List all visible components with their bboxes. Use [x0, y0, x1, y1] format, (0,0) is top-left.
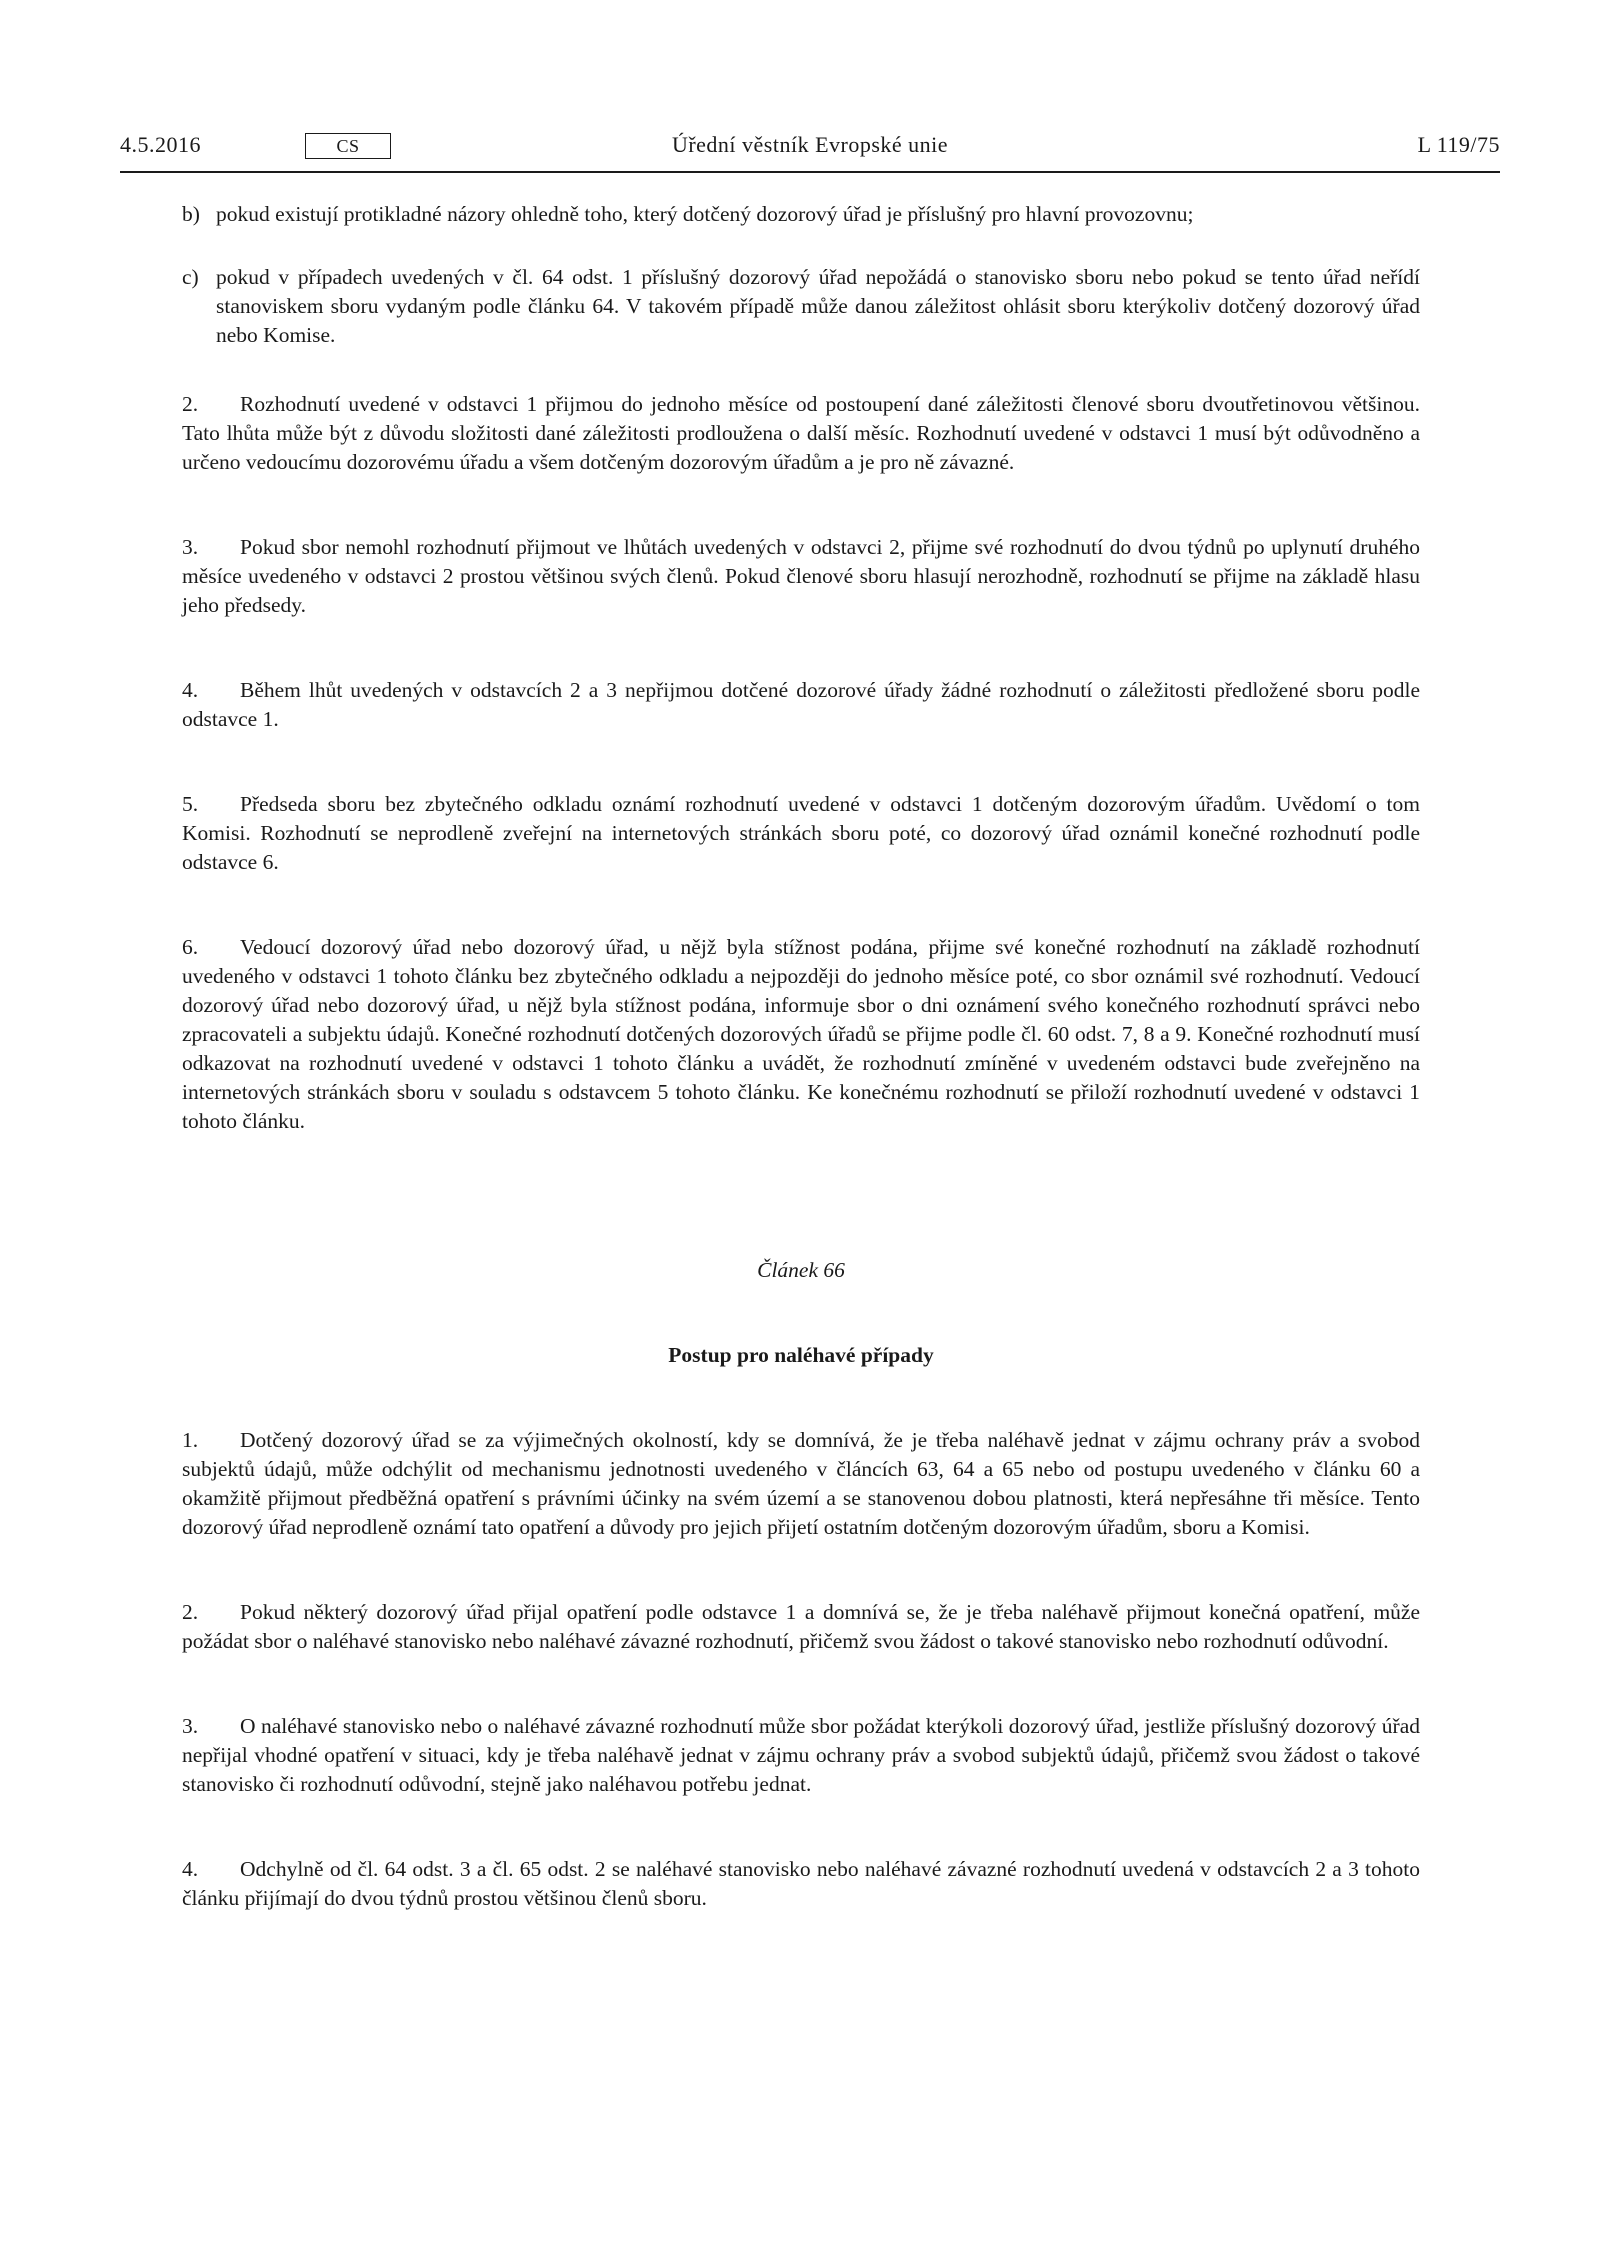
list-item-c	[182, 263, 1420, 350]
article66-paragraph-1	[182, 1426, 1420, 1542]
paragraph-text: Pokud sbor nemohl rozhodnutí přijmout ve lhůtách uvedených v odstavci 2, přijme své rozhodnutí do dvou týdnů po uplynutí druhého měsíce uvedeného v odstavci 2 prostou většinou svých členů. Pokud členové sboru hlasují nerozhodně, rozhodnutí se přijme na základě hlasu jeho předsedy.	[182, 535, 1420, 617]
paragraph-number: 4.	[182, 1857, 199, 1881]
paragraph-text: Předseda sboru bez zbytečného odkladu oznámí rozhodnutí uvedené v odstavci 1 dotčeným dozorovým úřadům. Uvědomí o tom Komisi. Rozhodnutí se neprodleně zveřejní na internetových stránkách sboru poté, co dozorový úřad oznámil konečné rozhodnutí podle odstavce 6.	[182, 792, 1420, 874]
paragraph-text: O naléhavé stanovisko nebo o naléhavé závazné rozhodnutí může sbor požádat kterýkoli dozorový úřad, jestliže příslušný dozorový úřad nepřijal vhodné opatření v situaci, kdy je třeba naléhavě jednat v zájmu ochrany práv a svobod subjektů údajů, přičemž svou žádost o takové stanovisko či rozhodnutí odůvodní, stejně jako naléhavou potřebu jednat.	[182, 1714, 1420, 1796]
journal-title: Úřední věstník Evropské unie	[671, 132, 949, 157]
list-item-label: b)	[182, 202, 200, 226]
paragraph-number: 3.	[182, 1714, 199, 1738]
list-item-text: pokud existují protikladné názory ohledně toho, který dotčený dozorový úřad je příslušný pro hlavní provozovnu;	[216, 202, 1194, 226]
article66-paragraph-4	[182, 1855, 1420, 1913]
list-item-text: pokud v případech uvedených v čl. 64 odst. 1 příslušný dozorový úřad nepožádá o stanovisko sboru nebo pokud se tento úřad neřídí stanoviskem sboru vydaným podle článku 64. V takovém případě může danou záležitost ohlásit sboru kterýkoliv dotčený dozorový úřad nebo Komise.	[216, 265, 1420, 347]
paragraph-text: Během lhůt uvedených v odstavcích 2 a 3 nepřijmou dotčené dozorové úřady žádné rozhodnutí o záležitosti předložené sboru podle odstavce 1.	[182, 678, 1420, 731]
language-badge: CS	[305, 133, 391, 159]
paragraph-number: 2.	[182, 1600, 199, 1624]
article-heading: Postup pro naléhavé případy	[668, 1343, 934, 1367]
article65-paragraph-6	[182, 933, 1420, 1136]
paragraph-number: 6.	[182, 935, 199, 959]
paragraph-text: Rozhodnutí uvedené v odstavci 1 přijmou do jednoho měsíce od postoupení dané záležitosti členové sboru dvoutřetinovou většinou. Tato lhůta může být z důvodu složitosti dané záležitosti prodloužena o další měsíc. Rozhodnutí uvedené v odstavci 1 musí být odůvodněno a určeno vedoucímu dozorovému úřadu a všem dotčeným dozorovým úřadům a je pro ně závazné.	[182, 392, 1420, 474]
article65-paragraph-2	[182, 390, 1420, 477]
paragraph-text: Odchylně od čl. 64 odst. 3 a čl. 65 odst. 2 se naléhavé stanovisko nebo naléhavé závazné rozhodnutí uvedená v odstavcích 2 a 3 tohoto článku přijímají do dvou týdnů prostou většinou členů sboru.	[182, 1857, 1420, 1910]
header-divider	[120, 171, 1500, 173]
article66-paragraph-3	[182, 1712, 1420, 1799]
page-number: L 119/75	[1417, 132, 1500, 157]
article65-paragraph-3	[182, 533, 1420, 620]
paragraph-text: Vedoucí dozorový úřad nebo dozorový úřad, u nějž byla stížnost podána, přijme své konečné rozhodnutí na základě rozhodnutí uvedeného v odstavci 1 tohoto článku bez zbytečného odkladu a nejpozději do jednoho měsíce poté, co sbor oznámil své rozhodnutí. Vedoucí dozorový úřad nebo dozorový úřad, u nějž byla stížnost podána, informuje sbor o dni oznámení svého konečného rozhodnutí správci nebo zpracovateli a subjektu údajů. Konečné rozhodnutí dotčených dozorových úřadů se přijme podle čl. 60 odst. 7, 8 a 9. Konečné rozhodnutí musí odkazovat na rozhodnutí uvedené v odstavci 1 tohoto článku a uvádět, že rozhodnutí zmíněné v uvedeném odstavci bude zveřejněno na internetových stránkách sboru v souladu s odstavcem 5 tohoto článku. Ke konečnému rozhodnutí se přiloží rozhodnutí uvedené v odstavci 1 tohoto článku.	[182, 935, 1420, 1133]
document-body	[182, 200, 1420, 1913]
article66-paragraph-2	[182, 1598, 1420, 1656]
paragraph-number: 4.	[182, 678, 199, 702]
paragraph-number: 1.	[182, 1428, 199, 1452]
paragraph-number: 2.	[182, 392, 199, 416]
article65-paragraph-4	[182, 676, 1420, 734]
paragraph-number: 3.	[182, 535, 199, 559]
publication-date: 4.5.2016	[120, 132, 201, 157]
paragraph-text: Pokud některý dozorový úřad přijal opatření podle odstavce 1 a domnívá se, že je třeba naléhavě přijmout konečná opatření, může požádat sbor o naléhavé stanovisko nebo naléhavé závazné rozhodnutí, přičemž svou žádost o takové stanovisko nebo rozhodnutí odůvodní.	[182, 1600, 1420, 1653]
paragraph-text: Dotčený dozorový úřad se za výjimečných okolností, kdy se domnívá, že je třeba naléhavě jednat v zájmu ochrany práv a svobod subjektů údajů, může odchýlit od mechanismu jednotnosti uvedeného v článcích 63, 64 a 65 nebo od postupu uvedeného v článku 60 a okamžitě přijmout předběžná opatření s právními účinky na svém území a se stanovenou dobou platnosti, která nepřesáhne tři měsíce. Tento dozorový úřad neprodleně oznámí tato opatření a důvody pro jejich přijetí ostatním dotčeným dozorovým úřadům, sboru a Komisi.	[182, 1428, 1420, 1539]
article65-paragraph-5	[182, 790, 1420, 877]
paragraph-number: 5.	[182, 792, 199, 816]
article-title: Článek 66	[757, 1258, 845, 1282]
list-item-label: c)	[182, 265, 199, 289]
page-header	[120, 132, 1500, 166]
list-item-b	[182, 200, 1420, 229]
